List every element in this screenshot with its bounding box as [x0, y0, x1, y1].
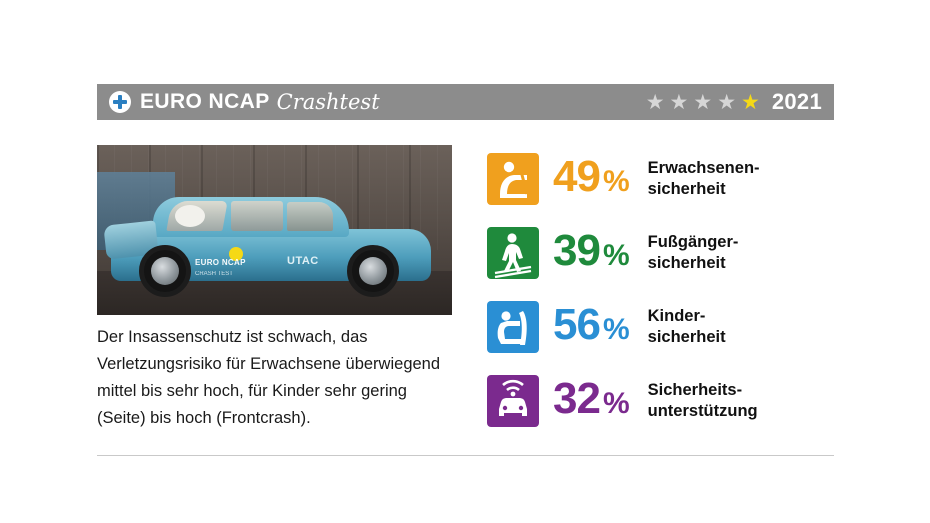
score-label-pedestrian [648, 232, 790, 274]
car-rear-window [287, 202, 333, 231]
score-number-safety-assist: 32 [553, 373, 600, 423]
score-number-child: 56 [553, 299, 600, 349]
score-value-safety-assist [553, 373, 630, 427]
score-percent-pedestrian: % [602, 238, 630, 272]
crash-test-photo [97, 145, 452, 315]
score-percent-adult: % [602, 164, 630, 198]
score-percent-safety-assist: % [602, 386, 630, 420]
star-icon-3: ★ [693, 90, 713, 114]
bottom-divider [97, 455, 834, 456]
car-rear-wheel [347, 245, 399, 297]
star-icon-2: ★ [669, 90, 689, 114]
score-row-safety-assist [487, 370, 837, 432]
child-seat-icon [487, 301, 539, 353]
adult-occupant-icon [487, 153, 539, 205]
score-list [487, 148, 837, 444]
score-label-child-line2: sicherheit [647, 328, 726, 346]
header-bar [97, 84, 834, 120]
score-row-adult [487, 148, 837, 210]
score-number-pedestrian: 39 [553, 225, 600, 275]
car-lab-logo: UTAC [287, 255, 319, 267]
score-label-pedestrian-line2: sicherheit [647, 254, 726, 272]
pedestrian-icon [487, 227, 539, 279]
score-label-child [648, 306, 790, 348]
score-label-safety-assist-line2: unterstützung [647, 402, 758, 420]
star-icon-4: ★ [717, 90, 737, 114]
safety-assist-icon [487, 375, 539, 427]
euro-ncap-cross-logo-icon [109, 91, 131, 113]
result-caption: Der Insassenschutz ist schwach, das Verletzungsrisiko für Erwachsene überwiegend mittel bis sehr hoch, für Kinder sehr gering (Seite) bis hoch (Frontcrash). [97, 328, 441, 427]
score-value-pedestrian [553, 225, 630, 279]
score-label-pedestrian-line1: Fußgänger- [647, 233, 739, 251]
score-number-adult: 49 [553, 151, 600, 201]
score-label-adult-line2: sicherheit [647, 180, 726, 198]
score-value-adult [553, 151, 630, 205]
star-icon-5: ★ [741, 90, 760, 114]
score-row-pedestrian [487, 222, 837, 284]
car-sticker-line2: CRASH TEST [195, 271, 233, 277]
score-percent-child: % [602, 312, 630, 346]
car-sticker-line1: EURO NCAP [195, 258, 246, 267]
deployed-airbag [175, 205, 205, 227]
score-label-adult [648, 158, 790, 200]
star-icon-1: ★ [645, 90, 665, 114]
score-row-child [487, 296, 837, 358]
star-rating [641, 92, 760, 113]
score-label-safety-assist [648, 380, 790, 422]
test-year: 2021 [771, 89, 822, 114]
score-value-child [553, 299, 630, 353]
car-front-window [231, 201, 283, 231]
score-label-adult-line1: Erwachsenen- [647, 159, 760, 177]
score-label-safety-assist-line1: Sicherheits- [647, 381, 743, 399]
brand-subtitle: Crashtest [276, 90, 380, 114]
car-front-wheel [139, 245, 191, 297]
crashed-car [111, 189, 431, 297]
score-label-child-line1: Kinder- [647, 307, 706, 325]
brand-title: EURO NCAP [140, 90, 270, 113]
header-rating-group [641, 89, 822, 115]
